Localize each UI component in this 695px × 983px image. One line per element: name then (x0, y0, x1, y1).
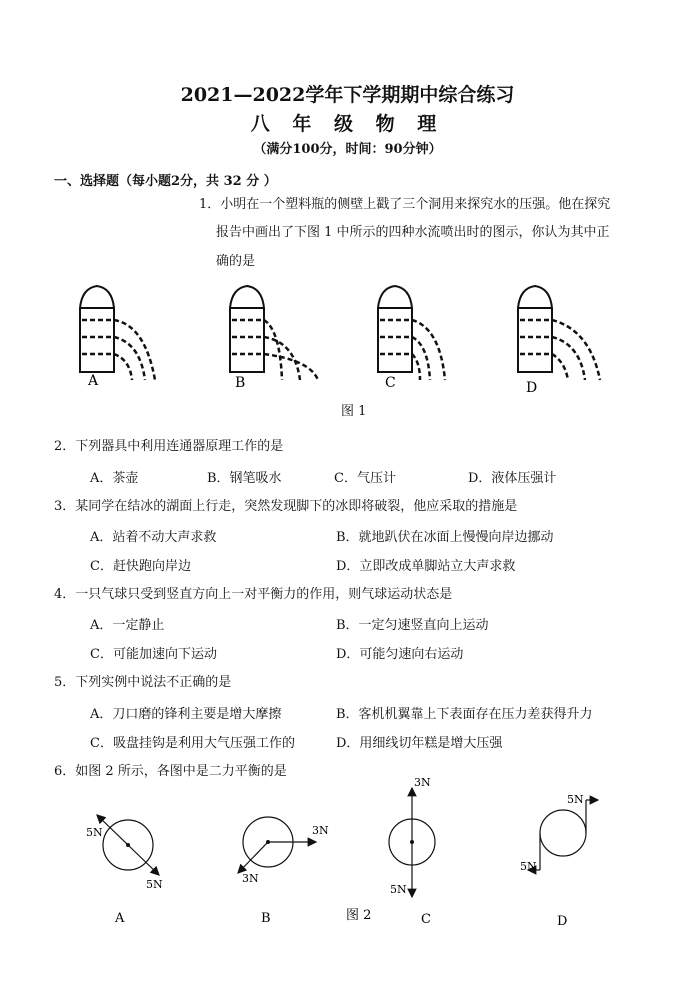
q5-stem: 5．下列实例中说法不正确的是 (54, 675, 232, 690)
q5-option-d: D．用细线切年糕是增大压强 (336, 736, 503, 751)
force-diagram-b (238, 817, 316, 873)
force-d-bottom: 5N (520, 860, 537, 873)
q3-option-a: A．站着不动大声求救 (90, 530, 217, 545)
q4-stem: 4．一只气球只受到竖直方向上一对平衡力的作用，则气球运动状态是 (54, 587, 453, 602)
figure-2-caption: 图 2 (346, 908, 372, 923)
q2-stem: 2．下列器具中利用连通器原理工作的是 (54, 439, 284, 454)
fig2-label-d: D (557, 914, 568, 929)
fig2-label-b: B (261, 911, 271, 926)
fig2-label-c: C (421, 912, 431, 927)
q5-option-a: A．刀口磨的锋利主要是增大摩擦 (90, 707, 282, 722)
q1-line3: 确的是 (216, 254, 256, 269)
q1-line1: 1．小明在一个塑料瓶的侧壁上戳了三个洞用来探究水的压强。他在探究 (199, 197, 611, 212)
q4-option-c: C．可能加速向下运动 (90, 647, 217, 662)
fig1-label-b: B (235, 375, 246, 391)
exam-subject: 八 年 级 物 理 (250, 113, 445, 135)
figure-1-caption: 图 1 (341, 404, 367, 419)
q2-option-c: C．气压计 (334, 471, 396, 486)
q2-option-d: D．液体压强计 (468, 471, 557, 486)
bottle-b (230, 286, 318, 380)
fig1-label-c: C (385, 375, 396, 391)
bottle-a (80, 286, 155, 380)
force-b-bottom: 3N (242, 872, 259, 885)
q3-option-d: D．立即改成单脚站立大声求救 (336, 559, 516, 574)
q3-stem: 3．某同学在结冰的湖面上行走，突然发现脚下的冰即将破裂，他应采取的措施是 (54, 499, 518, 514)
figure-1 (60, 280, 620, 405)
q3-option-c: C．赶快跑向岸边 (90, 559, 191, 574)
figure-2 (60, 770, 640, 930)
fig1-label-d: D (526, 380, 538, 396)
q2-option-a: A．茶壶 (90, 471, 139, 486)
fig2-label-a: A (115, 911, 125, 926)
force-c-top: 3N (414, 776, 431, 789)
exam-title: 2021—2022学年下学期期中综合练习 (180, 84, 515, 106)
fig1-label-a: A (88, 373, 99, 389)
exam-info: （满分100分，时间：90分钟） (253, 142, 442, 157)
q5-option-b: B．客机机翼靠上下表面存在压力差获得升力 (336, 707, 593, 722)
force-c-bottom: 5N (390, 883, 407, 896)
force-b-right: 3N (312, 824, 329, 837)
q4-option-d: D．可能匀速向右运动 (336, 647, 464, 662)
force-d-top: 5N (567, 793, 584, 806)
q2-option-b: B．钢笔吸水 (207, 471, 282, 486)
force-a-bottom: 5N (146, 878, 163, 891)
bottle-d (518, 286, 600, 380)
q5-option-c: C．吸盘挂钩是利用大气压强工作的 (90, 736, 295, 751)
q3-option-b: B．就地趴伏在冰面上慢慢向岸边挪动 (336, 530, 554, 545)
q4-option-a: A．一定静止 (90, 618, 165, 633)
force-diagram-a (97, 815, 159, 875)
q1-line2: 报告中画出了下图 1 中所示的四种水流喷出时的图示，你认为其中正 (216, 225, 610, 240)
section-heading: 一、选择题（每小题2分，共 32 分 ） (54, 174, 277, 189)
force-diagram-d (528, 800, 598, 870)
q4-option-b: B．一定匀速竖直向上运动 (336, 618, 489, 633)
bottle-c (378, 286, 445, 380)
force-diagram-c (389, 788, 435, 897)
force-a-top: 5N (86, 826, 103, 839)
q6-stem: 6．如图 2 所示，各图中是二力平衡的是 (54, 764, 287, 779)
